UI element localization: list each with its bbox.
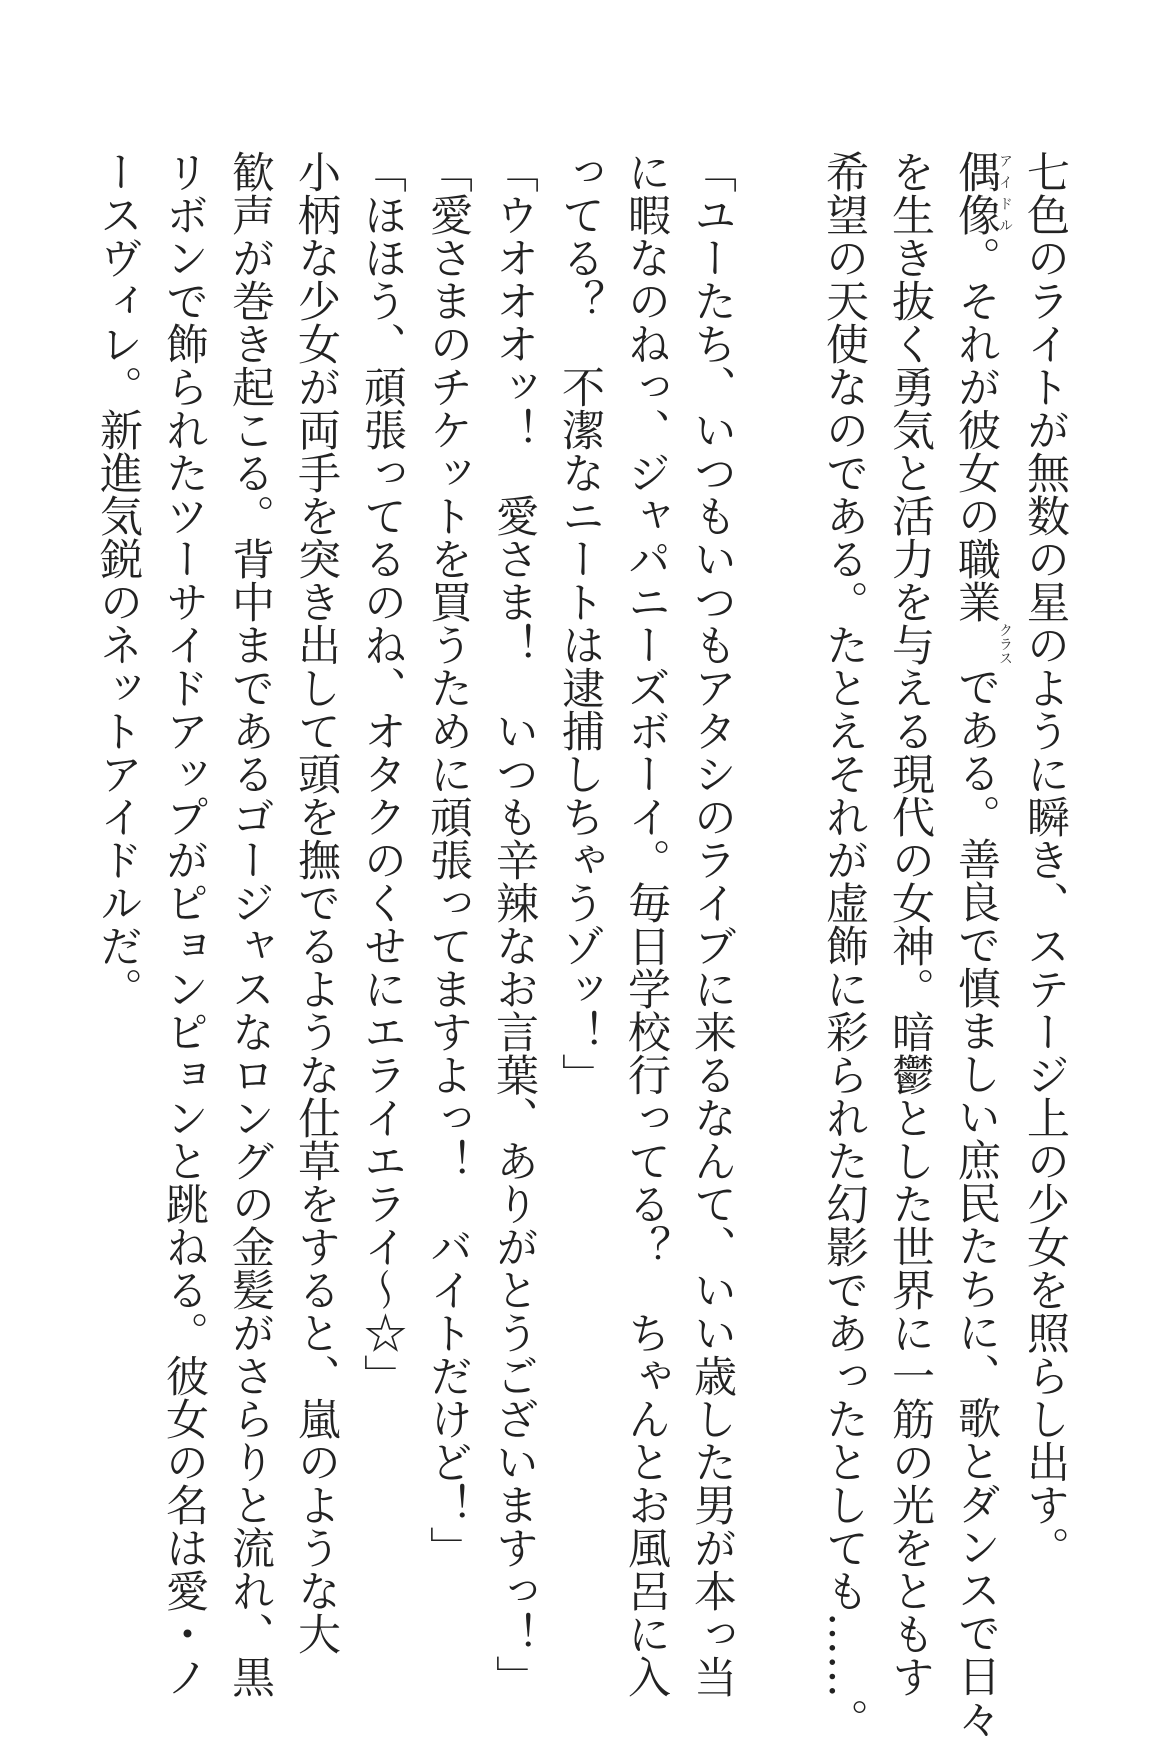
body-text <box>85 150 1078 1741</box>
text-line: 「愛さまのチケットを買うために頑張ってますよっ！ バイトだけど！」 <box>423 150 473 1569</box>
text-line: 七色のライトが無数の星のように瞬き、ステージ上の少女を照らし出す。 <box>1020 150 1070 1569</box>
ruby-idol: 偶像アイドル <box>951 150 1013 236</box>
text-line: 希望の天使なのである。たとえそれが虚飾に彩られた幻影であったとしても……。 <box>819 150 869 1741</box>
text-line: を生き抜く勇気と活力を与える現代の女神。暗鬱とした世界に一筋の光をともす <box>885 150 935 1698</box>
text-line: ースヴィレ。新進気鋭のネットアイドルだ。 <box>93 150 143 1010</box>
text-line: 歓声が巻き起こる。背中まであるゴージャスなロングの金髪がさらりと流れ、黒 <box>225 150 275 1698</box>
text-line: ってる？ 不潔なニートは逮捕しちゃうゾッ！」 <box>555 150 605 1096</box>
text-line: に暇なのねっ、ジャパニーズボーイ。毎日学校行ってる？ ちゃんとお風呂に入 <box>621 150 671 1698</box>
text-line: リボンで飾られたツーサイドアップがピョンピョンと跳ねる。彼女の名は愛・ノ <box>159 150 209 1698</box>
text-line: 小柄な少女が両手を突き出して頭を撫でるような仕草をすると、嵐のような大 <box>291 150 341 1655</box>
ruby-class: クラス <box>997 623 1013 665</box>
blank-line <box>745 150 811 1530</box>
text-line: 「ユーたち、いつもいつもアタシのライブに来るなんて、いい歳した男が本っ当 <box>687 150 737 1698</box>
text-line: 偶像アイドル。それが彼女の職業クラスである。善良で慎ましい庶民たちに、歌とダンスで日々 <box>951 150 1013 1740</box>
text-line: 「ほほう、頑張ってるのね、オタクのくせにエライエライ～☆」 <box>357 150 407 1397</box>
text-line: 「ウオオオッ！ 愛さま！ いつも辛辣なお言葉、ありがとうございますっ！」 <box>489 150 539 1698</box>
